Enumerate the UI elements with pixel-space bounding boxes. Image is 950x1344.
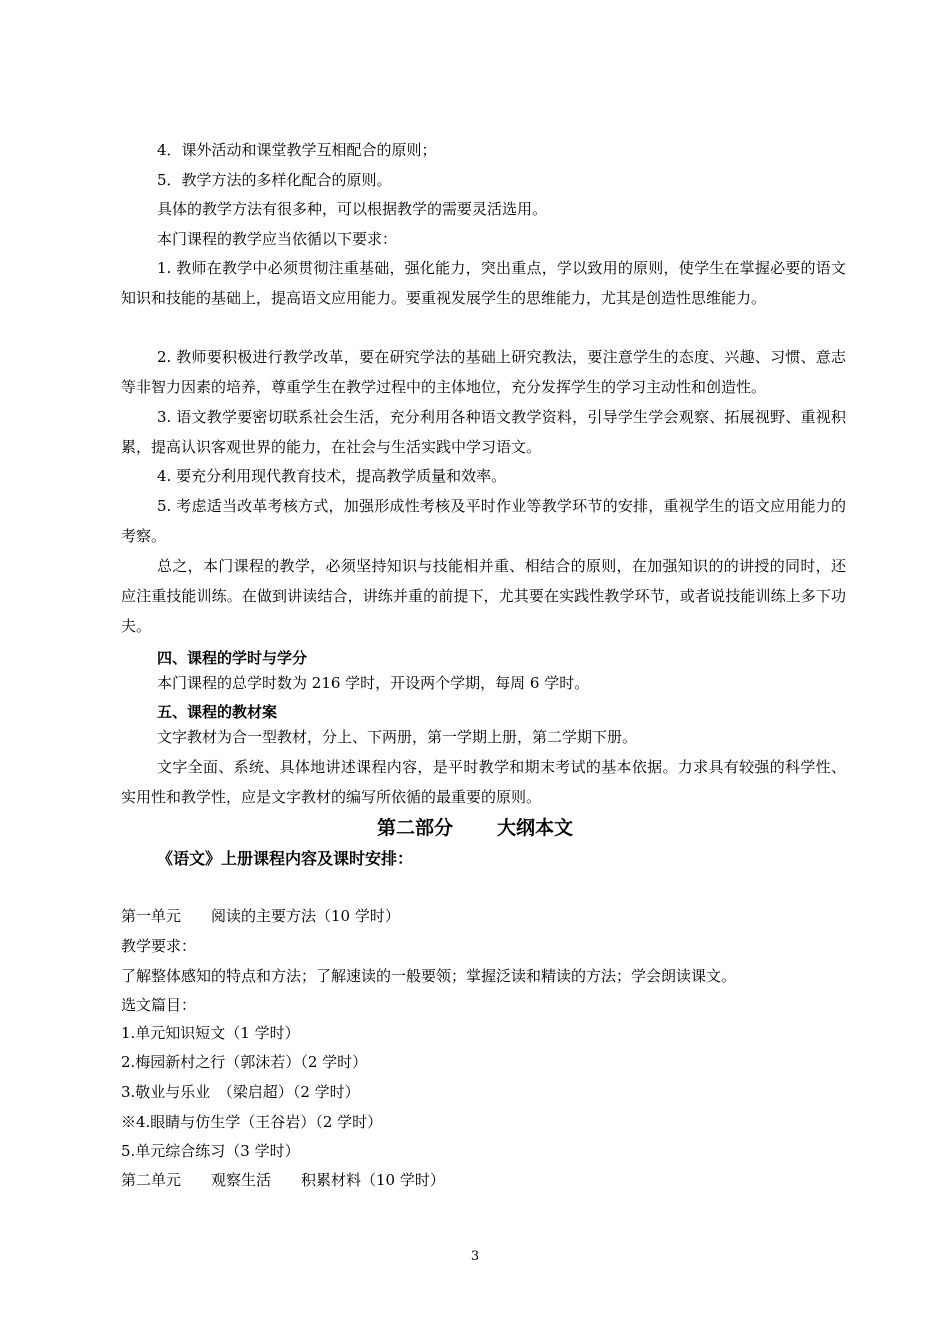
unit-1-item: 2.梅园新村之行（郭沫若）（2 学时） — [121, 1053, 368, 1071]
page-number: 3 — [470, 1249, 480, 1264]
part-2-name: 大纲本文 — [497, 817, 574, 839]
unit-1-item: 5.单元综合练习（3 学时） — [121, 1142, 300, 1160]
requirement-3: 3. 语文教学要密切联系社会生活，充分利用各种语文教学资料，引导学生学会观察、拓展视野、重视积累，提高认识客观世界的能力，在社会与生活实践中学习语文。 — [121, 408, 846, 456]
unit-1-requirements-label: 教学要求： — [121, 937, 197, 955]
section-4-heading: 四、课程的学时与学分 — [157, 649, 308, 667]
section-5-text-1: 文字教材为合一型教材，分上、下两册，第一学期上册，第二学期下册。 — [157, 728, 638, 746]
unit-1-item: 3.敬业与乐业 （梁启超）（2 学时） — [121, 1083, 360, 1101]
part-2-subtitle: 《语文》上册课程内容及课时安排： — [157, 849, 414, 868]
unit-1-title: 第一单元 阅读的主要方法（10 学时） — [121, 907, 400, 925]
unit-1-item: ※4.眼睛与仿生学（王谷岩）（2 学时） — [121, 1113, 383, 1131]
unit-1-selection-label: 选文篇目： — [121, 996, 197, 1014]
requirements-intro: 本门课程的教学应当依循以下要求： — [157, 230, 398, 248]
principle-4: 4．课外活动和课堂教学互相配合的原则； — [157, 141, 437, 159]
unit-1-item: 1.单元知识短文（1 学时） — [121, 1024, 300, 1042]
section-4-text: 本门课程的总学时数为 216 学时，开设两个学期，每周 6 学时。 — [157, 674, 590, 692]
part-2-label: 第二部分 — [376, 817, 453, 839]
summary-paragraph: 总之，本门课程的教学，必须坚持知识与技能相并重、相结合的原则，在加强知识的的讲授的同时，还应注重技能训练。在做到讲读结合，讲练并重的前提下，尤其要在实践性教学环节，或者说技能训练上多下功夫。 — [121, 557, 846, 635]
section-5-text-2: 文字全面、系统、具体地讲述课程内容，是平时教学和期末考试的基本依据。力求具有较强的科学性、实用性和教学性，应是文字教材的编写所依循的最重要的原则。 — [121, 758, 846, 806]
requirement-2: 2. 教师要积极进行教学改革，要在研究学法的基础上研究教法，要注意学生的态度、兴趣、习惯、意志等非智力因素的培养，尊重学生在教学过程中的主体地位，充分发挥学生的学习主动性和创造性。 — [121, 348, 846, 396]
unit-2-title: 第二单元 观察生活 积累材料（10 学时） — [121, 1171, 445, 1189]
requirement-4: 4. 要充分利用现代教育技术，提高教学质量和效率。 — [157, 467, 507, 485]
part-2-title — [0, 816, 950, 840]
unit-1-requirements-text: 了解整体感知的特点和方法；了解速读的一般要领；掌握泛读和精读的方法；学会朗读课文。 — [121, 967, 737, 985]
section-5-heading: 五、课程的教材案 — [157, 703, 278, 721]
requirement-1: 1. 教师在教学中必须贯彻注重基础，强化能力，突出重点，学以致用的原则，使学生在掌握必要的语文知识和技能的基础上，提高语文应用能力。要重视发展学生的思维能力，尤其是创造性思维能力。 — [121, 259, 846, 307]
methods-note: 具体的教学方法有很多种，可以根据教学的需要灵活选用。 — [157, 200, 548, 218]
requirement-5: 5. 考虑适当改革考核方式，加强形成性考核及平时作业等教学环节的安排，重视学生的语文应用能力的考察。 — [121, 497, 846, 545]
principle-5: 5．教学方法的多样化配合的原则。 — [157, 171, 392, 189]
